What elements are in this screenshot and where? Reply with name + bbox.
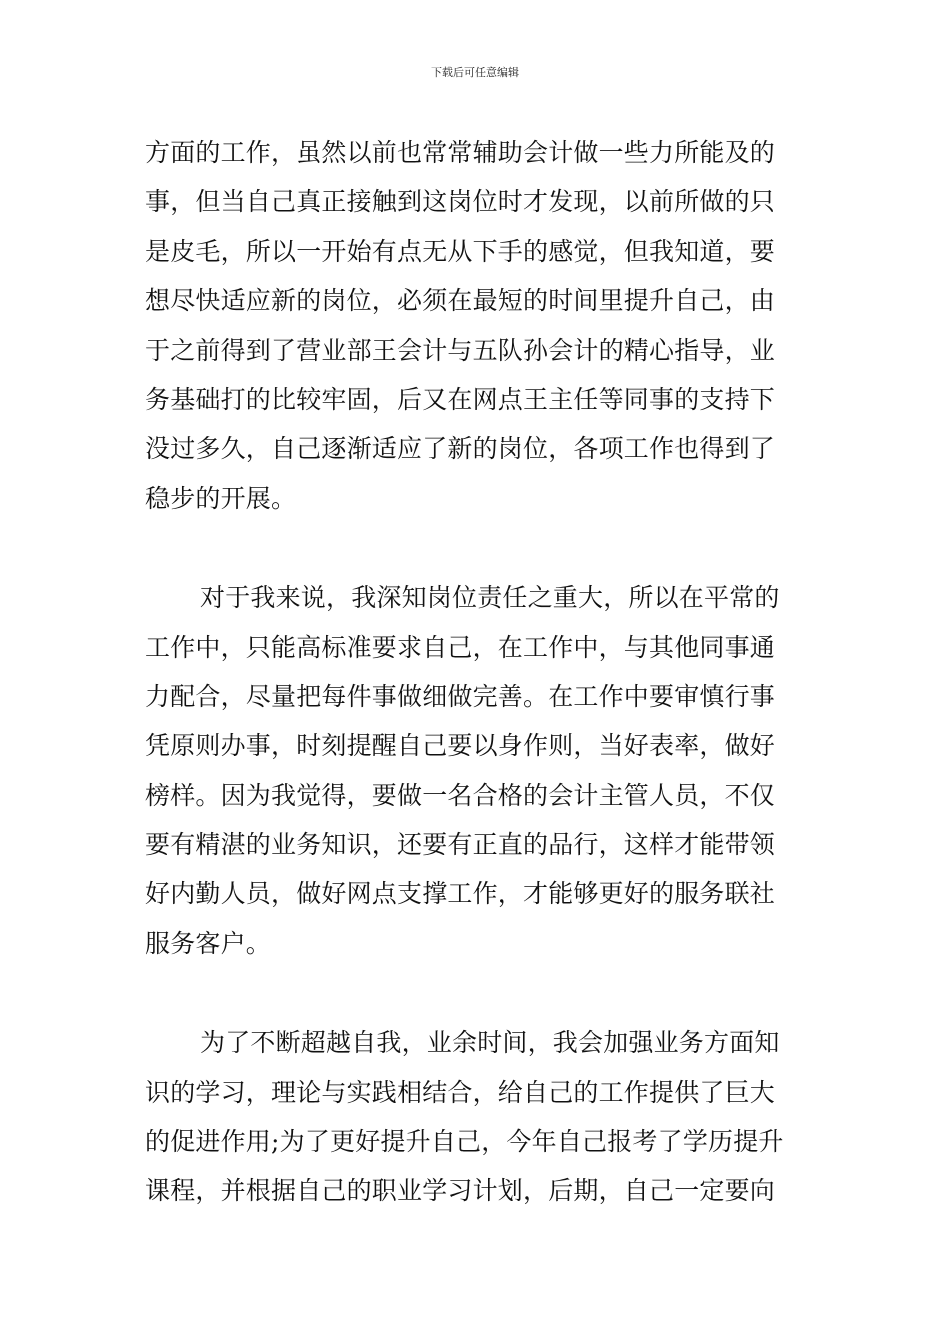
text-line: 识的学习，理论与实践相结合，给自己的工作提供了巨大: [145, 1077, 776, 1107]
paragraph-2: [145, 573, 810, 968]
text-line: 于之前得到了营业部王会计与五队孙会计的精心指导，业: [145, 335, 776, 365]
paragraph-3: [145, 1018, 810, 1216]
text-line: 稳步的开展。: [145, 483, 297, 513]
text-line: 是皮毛，所以一开始有点无从下手的感觉，但我知道，要: [145, 236, 776, 266]
text-line: 没过多久，自己逐渐适应了新的岗位，各项工作也得到了: [145, 434, 776, 464]
text-line: 务基础打的比较牢固，后又在网点王主任等同事的支持下: [145, 384, 776, 414]
paragraph-spacer: [145, 968, 810, 1018]
text-line: 工作中，只能高标准要求自己，在工作中，与其他同事通: [145, 632, 776, 662]
paragraph-spacer: [145, 523, 810, 573]
text-line: 为了不断超越自我，业余时间，我会加强业务方面知: [200, 1028, 780, 1058]
text-line: 榜样。因为我觉得，要做一名合格的会计主管人员，不仅: [145, 780, 776, 810]
text-line: 力配合，尽量把每件事做细做完善。在工作中要审慎行事: [145, 681, 776, 711]
document-body: [145, 128, 810, 1216]
text-line: 好内勤人员，做好网点支撑工作，才能够更好的服务联社: [145, 879, 776, 909]
paragraph-1: [145, 128, 810, 523]
text-line: 课程，并根据自己的职业学习计划，后期，自己一定要向: [145, 1176, 776, 1206]
text-line: 对于我来说，我深知岗位责任之重大，所以在平常的: [200, 583, 780, 613]
text-line: 服务客户。: [145, 928, 272, 958]
text-line: 凭原则办事，时刻提醒自己要以身作则，当好表率，做好: [145, 731, 776, 761]
text-line: 方面的工作，虽然以前也常常辅助会计做一些力所能及的: [145, 138, 776, 167]
text-line: 想尽快适应新的岗位，必须在最短的时间里提升自己，由: [145, 286, 776, 316]
text-line: 要有精湛的业务知识，还要有正直的品行，这样才能带领: [145, 830, 776, 860]
page-header: 下载后可任意编辑: [431, 66, 519, 79]
text-line: 的促进作用;为了更好提升自己，今年自己报考了学历提升: [145, 1127, 784, 1157]
text-line: 事，但当自己真正接触到这岗位时才发现，以前所做的只: [145, 187, 776, 217]
